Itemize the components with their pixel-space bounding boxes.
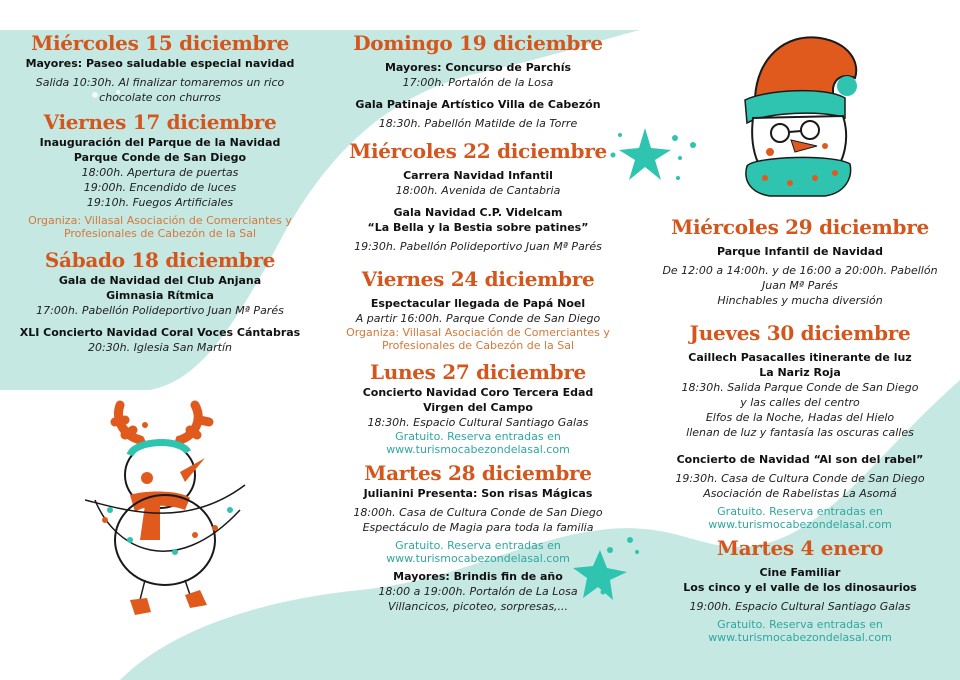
event-title: Parque Conde de San Diego <box>73 151 247 164</box>
event-detail: De 12:00 a 14:00h. y de 16:00 a 20:00h. Pabellón <box>662 264 938 277</box>
event-title: Espectacular llegada de Papá Noel <box>370 297 586 310</box>
organizer-note: Organiza: Villasal Asociación de Comerciantes y <box>28 214 292 227</box>
event-title: Mayores: Paseo saludable especial navidad <box>25 57 295 70</box>
event-title: Mayores: Concurso de Parchís <box>384 61 572 74</box>
event-detail: 17:00h. Portalón de la Losa <box>402 76 554 89</box>
day-heading: Martes 4 enero <box>716 536 884 560</box>
day-heading: Miércoles 15 diciembre <box>31 31 289 55</box>
day-block <box>0 109 320 240</box>
day-heading: Jueves 30 diciembre <box>689 321 911 345</box>
column-1 <box>0 30 320 355</box>
day-heading: Miércoles 29 diciembre <box>671 215 929 239</box>
snowman-santa-hat-icon <box>725 28 875 198</box>
event-title: Caillech Pasacalles itinerante de luz <box>688 351 912 364</box>
event-detail: Asociación de Rabelistas La Asomá <box>703 487 897 500</box>
event-title: Concierto de Navidad “Al son del rabel” <box>676 453 924 466</box>
day-heading: Lunes 27 diciembre <box>370 360 586 384</box>
event-detail: Espectáculo de Magia para toda la familia <box>362 521 594 534</box>
event-title: XLI Concierto Navidad Coral Voces Cántabras <box>19 326 301 339</box>
website-link[interactable]: www.turismocabezondelasal.com <box>708 631 892 644</box>
event-detail: 18:30h. Espacio Cultural Santiago Galas <box>367 416 589 429</box>
website-link[interactable]: www.turismocabezondelasal.com <box>386 552 570 565</box>
event-title: Inauguración del Parque de la Navidad <box>39 136 281 149</box>
event-detail: 19:30h. Pabellón Polideportivo Juan Mª Parés <box>354 240 602 253</box>
event-title: Mayores: Brindis fin de año <box>393 570 563 583</box>
event-title: Concierto Navidad Coro Tercera Edad <box>362 386 594 399</box>
event-detail: 19:30h. Casa de Cultura Conde de San Diego <box>675 472 925 485</box>
column-3 <box>640 214 960 644</box>
day-heading: Viernes 24 diciembre <box>361 267 595 291</box>
free-entry-note: Gratuito. Reserva entradas en <box>395 539 561 552</box>
event-detail: 19:00h. Espacio Cultural Santiago Galas <box>689 600 911 613</box>
event-detail: 18:00h. Avenida de Cantabria <box>395 184 561 197</box>
event-detail: Hinchables y mucha diversión <box>717 294 883 307</box>
day-heading: Domingo 19 diciembre <box>353 31 603 55</box>
free-entry-note: Gratuito. Reserva entradas en <box>395 430 561 443</box>
event-title: La Nariz Roja <box>759 366 841 379</box>
day-block <box>640 320 960 531</box>
event-detail: 18:30h. Pabellón Matilde de la Torre <box>378 117 578 130</box>
event-detail: 20:30h. Iglesia San Martín <box>87 341 233 354</box>
day-heading: Sábado 18 diciembre <box>44 248 276 272</box>
event-title: Julianini Presenta: Son risas Mágicas <box>363 487 593 500</box>
event-detail: A partir 16:00h. Parque Conde de San Diego <box>355 312 601 325</box>
event-title: Los cinco y el valle de los dinosaurios <box>683 581 917 594</box>
event-title: Cine Familiar <box>759 566 841 579</box>
snowman-reindeer-icon <box>85 400 260 620</box>
event-detail: llenan de luz y fantasía las oscuras calles <box>686 426 914 439</box>
event-title: “La Bella y la Bestia sobre patines” <box>367 221 589 234</box>
event-detail: y las calles del centro <box>740 396 860 409</box>
free-entry-note: Gratuito. Reserva entradas en <box>717 618 883 631</box>
day-block <box>328 359 628 456</box>
event-title: Virgen del Campo <box>423 401 533 414</box>
event-detail: 18:00 a 19:00h. Portalón de La Losa <box>378 585 578 598</box>
day-heading: Viernes 17 diciembre <box>43 110 277 134</box>
event-title: Carrera Navidad Infantil <box>403 169 553 182</box>
day-block <box>328 460 628 614</box>
event-detail: 18:00h. Apertura de puertas <box>81 166 239 179</box>
column-2 <box>328 30 628 614</box>
day-block <box>328 138 628 254</box>
event-detail: Juan Mª Parés <box>762 279 838 292</box>
event-detail: 18:00h. Casa de Cultura Conde de San Diego <box>353 506 603 519</box>
event-detail: 18:30h. Salida Parque Conde de San Diego <box>681 381 919 394</box>
event-title: Gala Navidad C.P. Videlcam <box>393 206 563 219</box>
free-entry-note: Gratuito. Reserva entradas en <box>717 505 883 518</box>
event-detail: 19:10h. Fuegos Artificiales <box>86 196 234 209</box>
day-heading: Miércoles 22 diciembre <box>349 139 607 163</box>
day-heading: Martes 28 diciembre <box>364 461 592 485</box>
day-block <box>0 30 320 105</box>
day-block <box>0 247 320 355</box>
event-title: Parque Infantil de Navidad <box>716 245 884 258</box>
day-block <box>640 535 960 644</box>
event-detail: Villancicos, picoteo, sorpresas,... <box>387 600 569 613</box>
event-detail: Elfos de la Noche, Hadas del Hielo <box>705 411 895 424</box>
event-detail: Salida 10:30h. Al finalizar tomaremos un rico <box>35 76 285 89</box>
event-title: Gala de Navidad del Club Anjana <box>58 274 262 287</box>
event-detail: 19:00h. Encendido de luces <box>83 181 237 194</box>
website-link[interactable]: www.turismocabezondelasal.com <box>708 518 892 531</box>
event-title: Gala Patinaje Artístico Villa de Cabezón <box>355 98 601 111</box>
event-detail: chocolate con churros <box>99 91 221 104</box>
organizer-note: Profesionales de Cabezón de la Sal <box>63 227 257 240</box>
event-title: Gimnasia Rítmica <box>106 289 214 302</box>
organizer-note: Profesionales de Cabezón de la Sal <box>381 339 575 352</box>
day-block <box>328 30 628 131</box>
day-block <box>328 266 628 352</box>
organizer-note: Organiza: Villasal Asociación de Comerciantes y <box>346 326 610 339</box>
day-block <box>640 214 960 308</box>
website-link[interactable]: www.turismocabezondelasal.com <box>386 443 570 456</box>
event-detail: 17:00h. Pabellón Polideportivo Juan Mª Parés <box>36 304 284 317</box>
